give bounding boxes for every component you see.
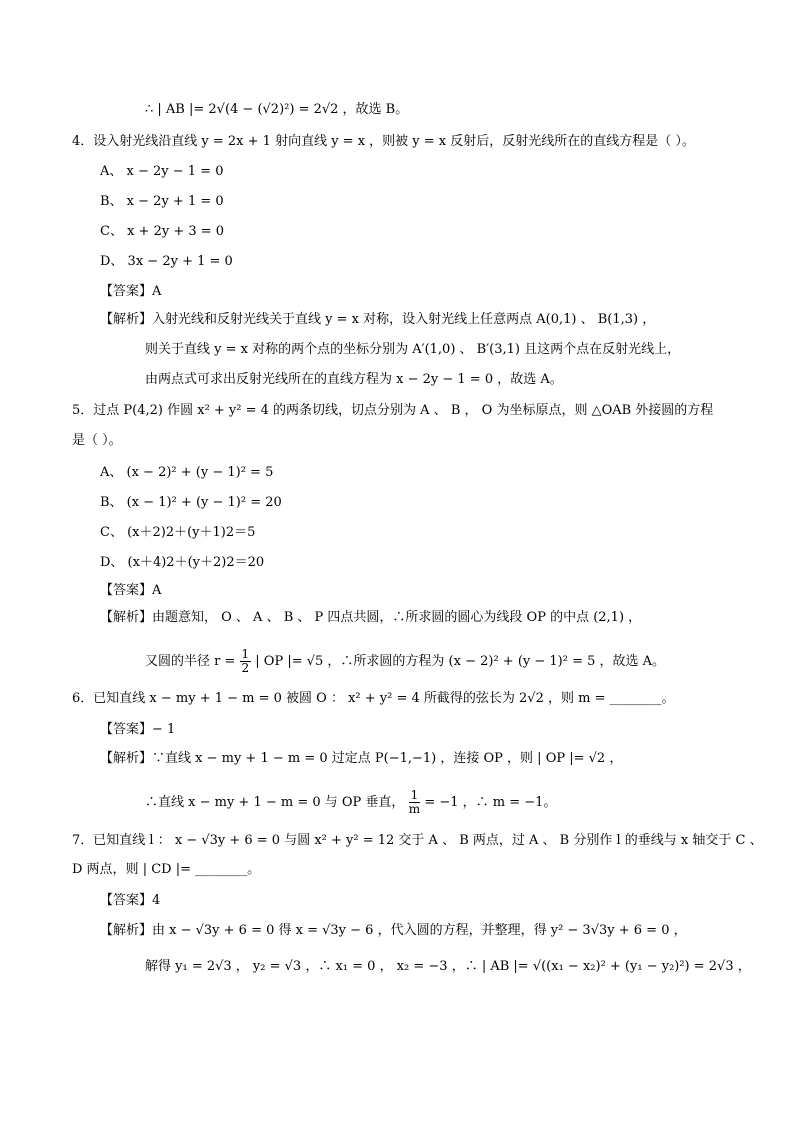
question-7-stem-1: 7．已知直线 l ： x − √3y + 6 = 0 与圆 x² + y² = 12 交于 A 、 B 两点，过 A 、 B 分别作 l 的垂线与 x 轴交于 C 、 (72, 833, 763, 848)
question-4-option-c: C、 x + 2y + 3 = 0 (100, 224, 225, 239)
fraction-one-half (240, 648, 252, 675)
question-7-stem-2: D 两点，则 | CD |= ________。 (72, 862, 261, 877)
explanation-text: ∴直线 x − my + 1 − m = 0 与 OP 垂直， (145, 795, 409, 810)
explanation-text: 又圆的半径 r = (145, 654, 240, 669)
explanation-text: | OP |= √5 ，∴所求圆的方程为 (x − 2)² + (y − 1)² = 5 ，故选 A。 (251, 654, 666, 669)
question-5-explanation-1: 【解析】由题意知， O 、 A 、 B 、 P 四点共圆，∴所求圆的圆心为线段 OP 的中点 (2,1) ， (100, 610, 642, 625)
question-5-stem-1: 5．过点 P(4,2) 作圆 x² + y² = 4 的两条切线，切点分别为 A 、 B ， O 为坐标原点，则 △OAB 外接圆的方程 (72, 403, 714, 418)
fraction-denominator: m (408, 802, 421, 816)
question-4-explanation-1: 【解析】入射光线和反射光线关于直线 y = x 对称，设入射光线上任意两点 A(0,1) 、 B(1,3) ， (100, 312, 656, 327)
question-5-option-b: B、 (x − 1)² + (y − 1)² = 20 (100, 495, 282, 510)
fraction-numerator: 1 (241, 647, 250, 661)
question-4-option-a: A、 x − 2y − 1 = 0 (100, 164, 224, 179)
question-4-explanation-2: 则关于直线 y = x 对称的两个点的坐标分别为 A′(1,0) 、 B′(3,1) 且这两个点在反射光线上， (145, 342, 681, 357)
fraction-numerator: 1 (410, 788, 419, 802)
explanation-text: = −1 ，∴ m = −1。 (420, 795, 557, 810)
question-4-explanation-3: 由两点式可求出反射光线所在的直线方程为 x − 2y − 1 = 0 ，故选 A。 (145, 372, 563, 387)
question-5-option-a: A、 (x − 2)² + (y − 1)² = 5 (100, 465, 274, 480)
question-4-option-b: B、 x − 2y + 1 = 0 (100, 194, 224, 209)
question-6-stem: 6．已知直线 x − my + 1 − m = 0 被圆 O ： x² + y² = 4 所截得的弦长为 2√2 ，则 m = ________。 (72, 691, 675, 706)
question-5-option-d: D、 (x＋4)2＋(y＋2)2＝20 (100, 555, 265, 570)
question-5-stem-2: 是（ ）。 (72, 433, 122, 448)
question-4-answer: 【答案】A (100, 284, 162, 299)
fraction-denominator: 2 (241, 661, 250, 675)
question-7-explanation-2: 解得 y₁ = 2√3 ， y₂ = √3 ，∴ x₁ = 0 ， x₂ = −3 ，∴ | AB |= √((x₁ − x₂)² + (y₁ − y₂)²) = 2√3 ， (145, 959, 751, 974)
question-7-answer: 【答案】4 (100, 893, 161, 908)
fraction-one-over-m (409, 789, 421, 816)
prev-solution-conclusion: ∴ | AB |= 2√(4 − (√2)²) = 2√2 ，故选 B。 (145, 102, 409, 117)
question-7-explanation-1: 【解析】由 x − √3y + 6 = 0 得 x = √3y − 6 ，代入圆的方程，并整理，得 y² − 3√3y + 6 = 0 ， (100, 923, 687, 938)
question-6-explanation-1: 【解析】∵直线 x − my + 1 − m = 0 过定点 P(−1,−1) ，连接 OP ，则 | OP |= √2 ， (100, 751, 623, 766)
question-5-explanation-2 (145, 648, 665, 675)
question-6-answer: 【答案】− 1 (100, 722, 176, 737)
question-6-explanation-2 (145, 789, 556, 816)
question-4-option-d: D、 3x − 2y + 1 = 0 (100, 254, 233, 269)
question-4-stem: 4．设入射光线沿直线 y = 2x + 1 射向直线 y = x ，则被 y = x 反射后，反射光线所在的直线方程是（ ）。 (72, 134, 695, 149)
question-5-option-c: C、 (x＋2)2＋(y＋1)2＝5 (100, 525, 256, 540)
question-5-answer: 【答案】A (100, 583, 162, 598)
